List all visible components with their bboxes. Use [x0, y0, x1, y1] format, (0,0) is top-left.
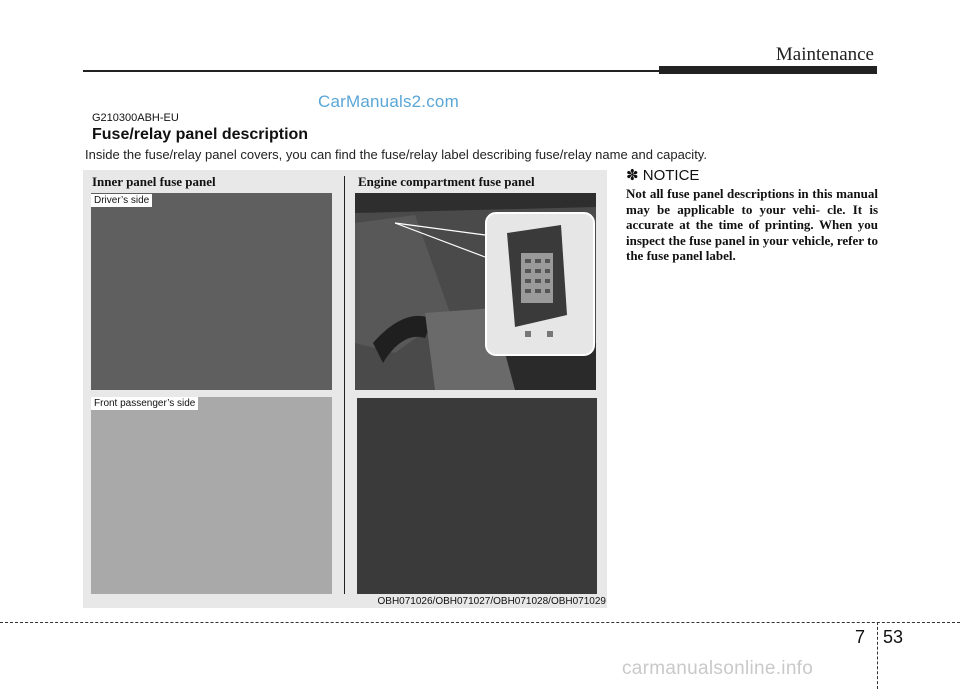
passenger-side-photo — [91, 397, 332, 594]
site-credit: carmanualsonline.info — [622, 658, 814, 679]
notice-icon: ✽ — [626, 167, 639, 184]
passenger-side-tag: Front passenger’s side — [91, 397, 198, 410]
driver-side-tag: Driver’s side — [91, 194, 152, 207]
section-title: Maintenance — [775, 44, 874, 65]
driver-side-photo — [91, 193, 332, 390]
column-divider — [344, 176, 345, 594]
document-code: G210300ABH-EU — [92, 112, 179, 124]
header-rule — [83, 70, 659, 72]
fuse-box-photo — [357, 398, 597, 594]
figure-code: OBH071026/OBH071027/OBH071028/OBH071029 — [377, 596, 606, 607]
inner-panel-label: Inner panel fuse panel — [92, 174, 216, 189]
engine-compartment-photo — [355, 193, 596, 390]
notice-heading — [626, 166, 699, 184]
section-heading: Fuse/relay panel description — [92, 126, 309, 143]
header-bar — [659, 66, 877, 74]
engine-compartment-illustration — [355, 193, 596, 390]
notice-heading-text: NOTICE — [642, 167, 700, 184]
footer-rule — [0, 622, 960, 623]
footer-divider — [877, 622, 878, 689]
intro-paragraph: Inside the fuse/relay panel covers, you can find the fuse/relay label describing fuse/relay name and capacity. — [85, 147, 707, 162]
notice-body: Not all fuse panel descriptions in this manual may be applicable to your vehi- cle. It is accurate at the time of printing. When you inspect the fuse panel in your vehicle, refer to the fuse panel label. — [626, 186, 878, 263]
engine-panel-label: Engine compartment fuse panel — [358, 174, 535, 189]
watermark-link[interactable]: CarManuals2.com — [318, 92, 459, 111]
page-number: 53 — [883, 627, 904, 647]
chapter-number: 7 — [855, 627, 866, 647]
